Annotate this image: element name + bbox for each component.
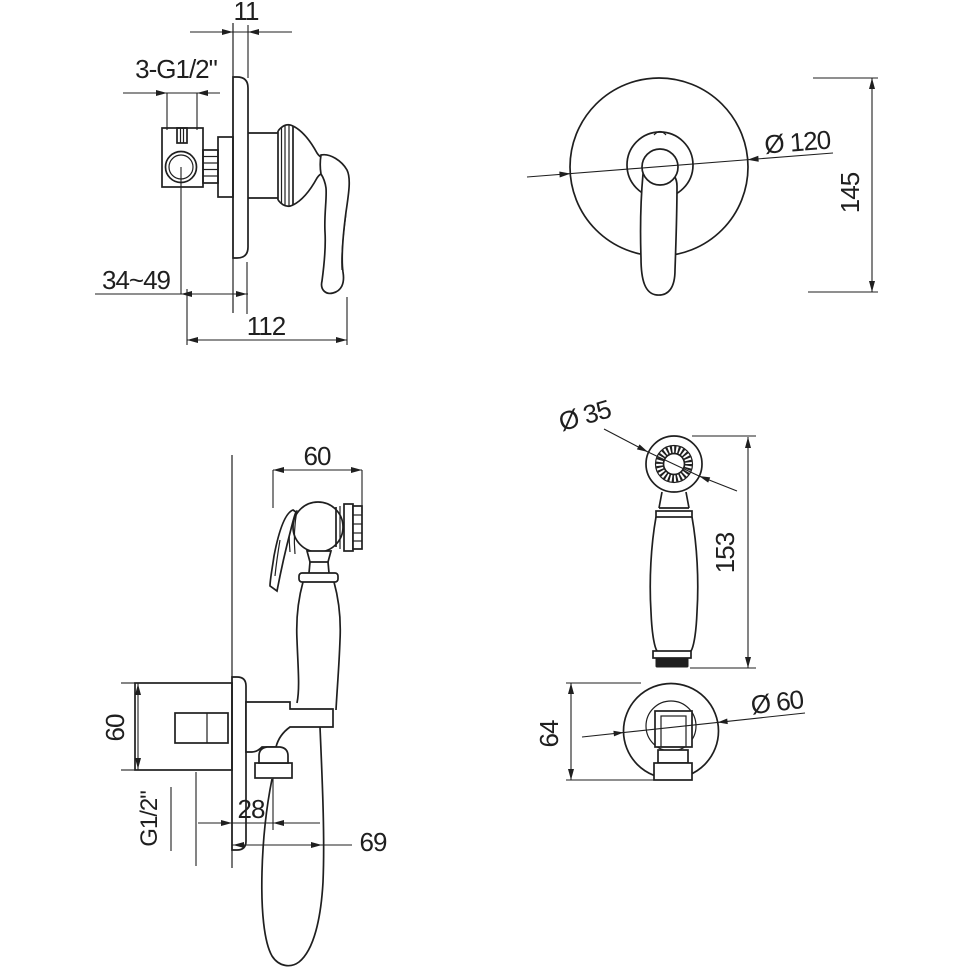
dim-install-depth: 34~49 bbox=[101, 265, 171, 295]
spray-cap-side bbox=[336, 504, 362, 551]
dim-head-depth: 60 bbox=[303, 441, 331, 471]
dim-plate-thickness: 11 bbox=[233, 0, 259, 26]
dim-outlet-height: 60 bbox=[100, 714, 130, 742]
dim-length: 153 bbox=[710, 532, 740, 574]
holder-plate-side bbox=[232, 677, 246, 850]
hose-connector-nut bbox=[656, 658, 688, 667]
shower-collar-front bbox=[656, 511, 692, 517]
holder-tab-large bbox=[654, 763, 692, 780]
dim-connections: 3-G1/2" bbox=[135, 54, 217, 84]
hose-knob bbox=[255, 747, 292, 778]
dim-overall-depth: 112 bbox=[246, 311, 286, 341]
handle-end-collar bbox=[653, 651, 691, 658]
dim-holder-height: 64 bbox=[534, 720, 564, 748]
handle-collar bbox=[299, 573, 338, 582]
dim-plate-diameter: Ø 120 bbox=[763, 124, 832, 160]
dim-thread: G1/2" bbox=[136, 791, 163, 847]
mixer-plate-side bbox=[233, 77, 248, 258]
shower-neck bbox=[307, 551, 331, 562]
dim-reach: 69 bbox=[359, 827, 387, 857]
dim-head-diameter: Ø 35 bbox=[555, 393, 614, 437]
dim-holder-diameter: Ø 60 bbox=[749, 683, 805, 721]
holder-tab-small bbox=[658, 750, 688, 763]
mixer-lever-front bbox=[641, 169, 677, 295]
dim-hose-offset: 28 bbox=[237, 794, 265, 824]
dim-overall-height: 145 bbox=[835, 172, 865, 214]
